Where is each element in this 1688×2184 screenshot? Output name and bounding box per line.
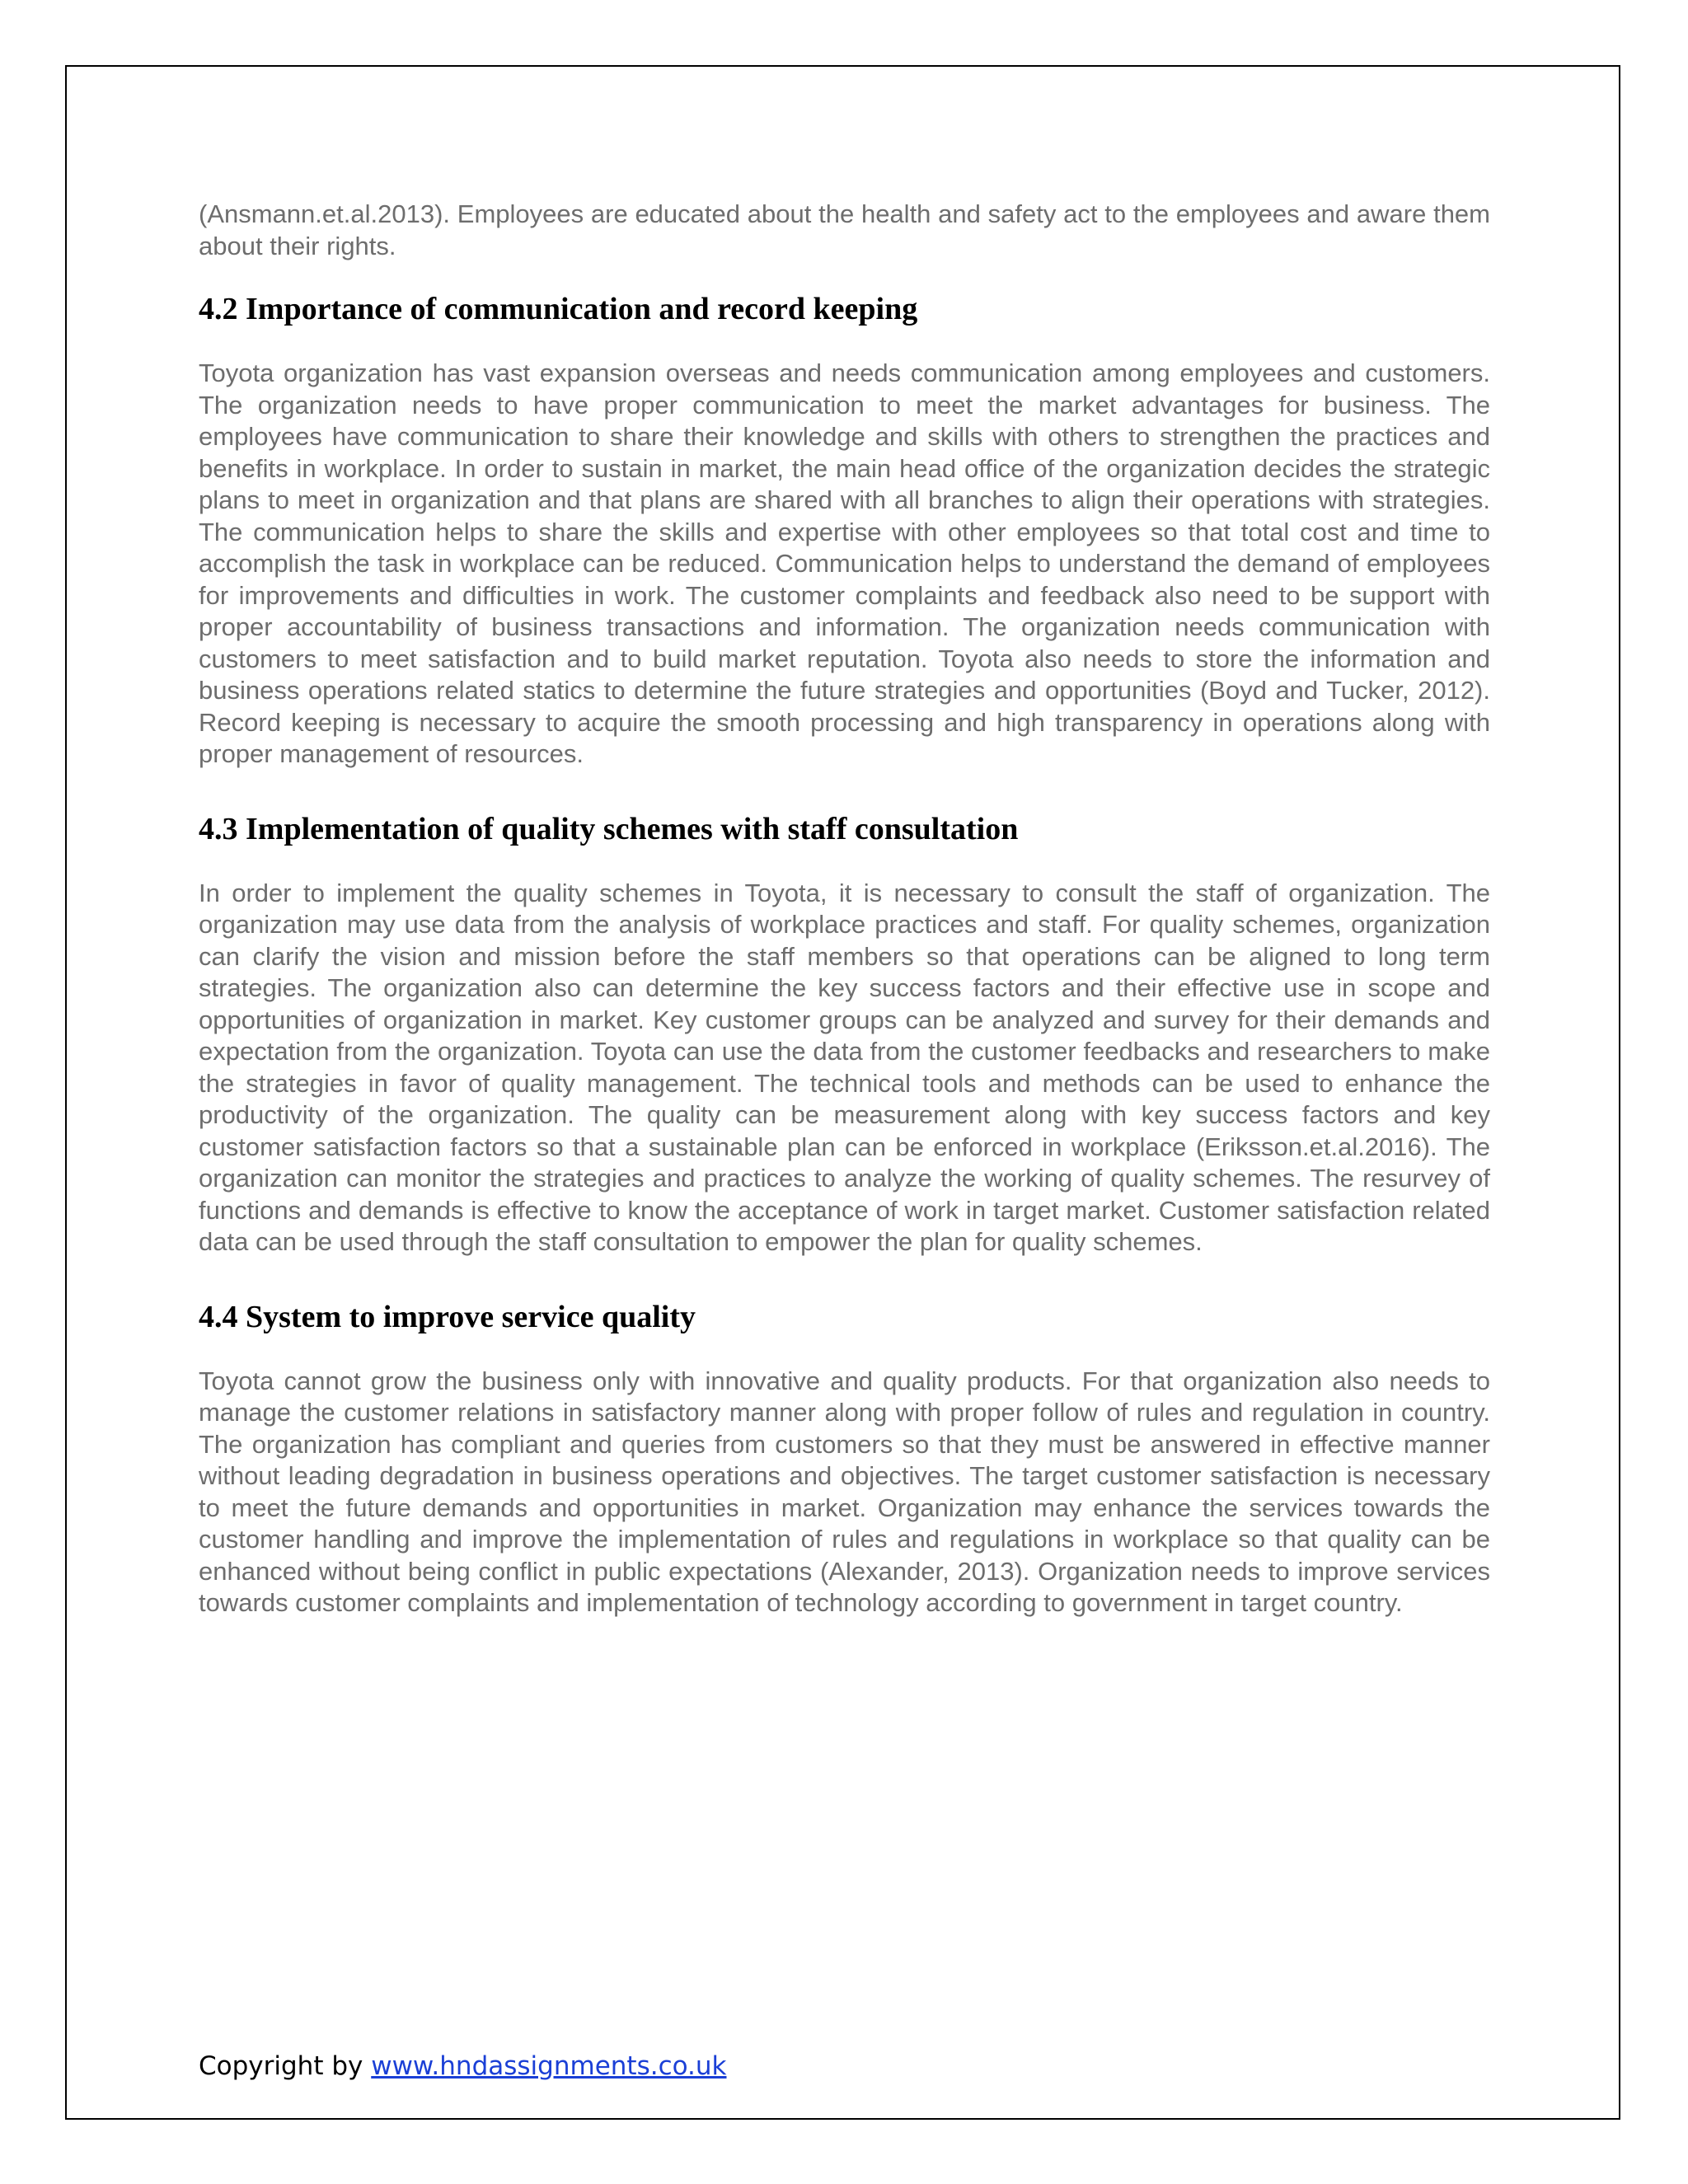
section-heading-4-4: 4.4 System to improve service quality: [199, 1299, 696, 1334]
footer-website-link[interactable]: www.hndassignments.co.uk: [371, 2051, 727, 2081]
footer-prefix: Copyright by: [199, 2051, 372, 2081]
section-heading-4-3: 4.3 Implementation of quality schemes with staff consultation: [199, 811, 1019, 846]
footer-copyright: [199, 2050, 727, 2082]
intro-paragraph: (Ansmann.et.al.2013). Employees are educated about the health and safety act to the employees and aware them about their rights.: [199, 199, 1490, 260]
document-body: [199, 199, 1490, 1619]
section-body-4-3: In order to implement the quality schemes in Toyota, it is necessary to consult the staff of organization. The organization may use data from the analysis of workplace practices and staff. For quality schemes, organization can clarify the vision and mission before the staff members so that operations can be aligned to long term strategies. The organization also can determine the key success factors and their effective use in scope and opportunities of organization in market. Key customer groups can be analyzed and survey for their demands and expectation from the organization. Toyota can use the data from the customer feedbacks and researchers to make the strategies in favor of quality management. The technical tools and methods can be used to enhance the productivity of the organization. The quality can be measurement along with key success factors and key customer satisfaction factors so that a sustainable plan can be enforced in workplace (Eriksson.et.al.2016). The organization can monitor the strategies and practices to analyze the working of quality schemes. The resurvey of functions and demands is effective to know the acceptance of work in target market. Customer satisfaction related data can be used through the staff consultation to empower the plan for quality schemes.: [199, 878, 1490, 1256]
section-body-4-4: Toyota cannot grow the business only with innovative and quality products. For that organization also needs to manage the customer relations in satisfactory manner along with proper follow of rules and regulation in country. The organization has compliant and queries from customers so that they must be answered in effective manner without leading degradation in business operations and objectives. The target customer satisfaction is necessary to meet the future demands and opportunities in market. Organization may enhance the services towards the customer handling and improve the implementation of rules and regulations in workplace so that quality can be enhanced without being conflict in public expectations (Alexander, 2013). Organization needs to improve services towards customer complaints and implementation of technology according to government in target country.: [199, 1366, 1490, 1617]
section-heading-4-2: 4.2 Importance of communication and record keeping: [199, 292, 918, 326]
section-body-4-2: Toyota organization has vast expansion overseas and needs communication among employees and customers. The organization needs to have proper communication to meet the market advantages for business. The employees have communication to share their knowledge and skills with others to strengthen the practices and benefits in workplace. In order to sustain in market, the main head office of the organization decides the strategic plans to meet in organization and that plans are shared with all branches to align their operations with strategies. The communication helps to share the skills and expertise with other employees so that total cost and time to accomplish the task in workplace can be reduced. Communication helps to understand the demand of employees for improvements and difficulties in work. The customer complaints and feedback also need to be support with proper accountability of business transactions and information. The organization needs communication with customers to meet satisfaction and to build market reputation. Toyota also needs to store the information and business operations related statics to determine the future strategies and opportunities (Boyd and Tucker, 2012). Record keeping is necessary to acquire the smooth processing and high transparency in operations along with proper management of resources.: [199, 359, 1490, 768]
